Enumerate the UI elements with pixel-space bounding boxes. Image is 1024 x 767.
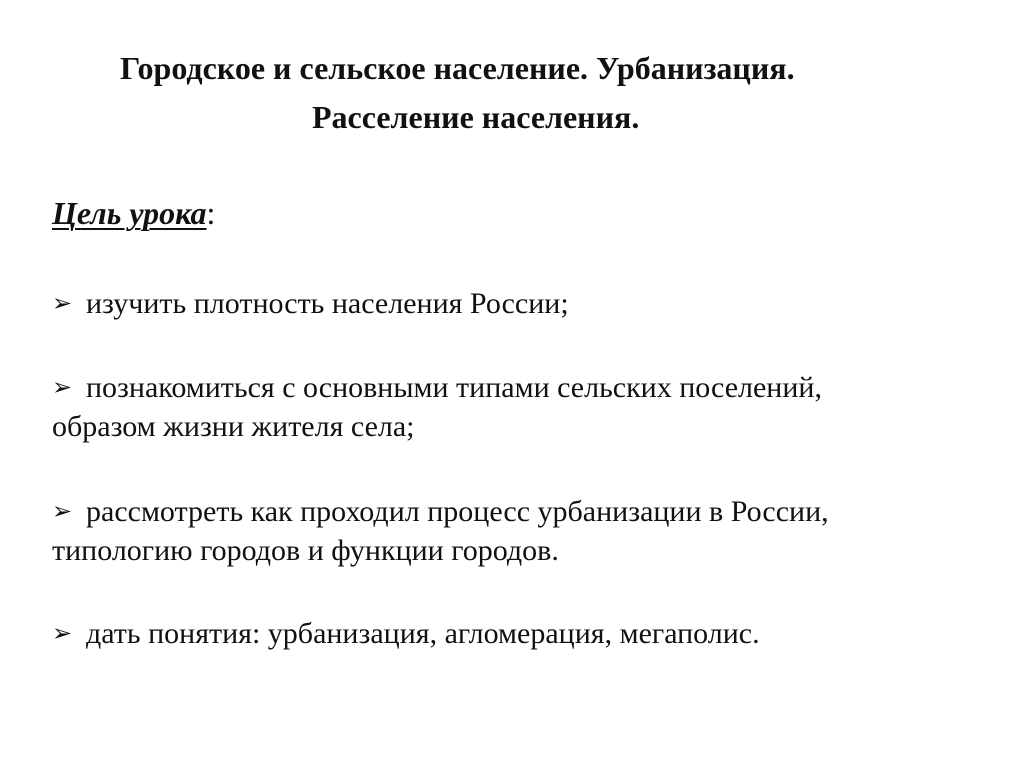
goal-list-item [52,283,569,324]
goal-item-text: изучить плотность населения России; [86,287,569,320]
lesson-goal-heading [52,193,215,233]
goal-list-item [52,491,829,532]
arrow-bullet-icon: ➢ [52,373,73,401]
arrow-bullet-icon: ➢ [52,497,73,525]
arrow-bullet-icon: ➢ [52,619,73,647]
slide-title-line-1: Городское и сельское население. Урбанизация. [120,50,795,86]
goal-list-item [52,613,760,654]
goal-item-text: дать понятия: урбанизация, агломерация, мегаполис. [86,617,760,650]
goal-item-text: познакомиться с основными типами сельских поселений, [86,371,822,404]
goal-item-continuation: образом жизни жителя села; [52,410,415,443]
slide-title-line-2: Расселение населения. [312,99,640,135]
lesson-goal-label: Цель урока [52,195,207,231]
goal-item-continuation: типологию городов и функции городов. [52,534,559,567]
arrow-bullet-icon: ➢ [52,289,73,317]
lesson-goal-colon: : [206,195,216,231]
goal-list-item [52,367,822,408]
goal-item-text: рассмотреть как проходил процесс урбанизации в России, [86,495,829,528]
